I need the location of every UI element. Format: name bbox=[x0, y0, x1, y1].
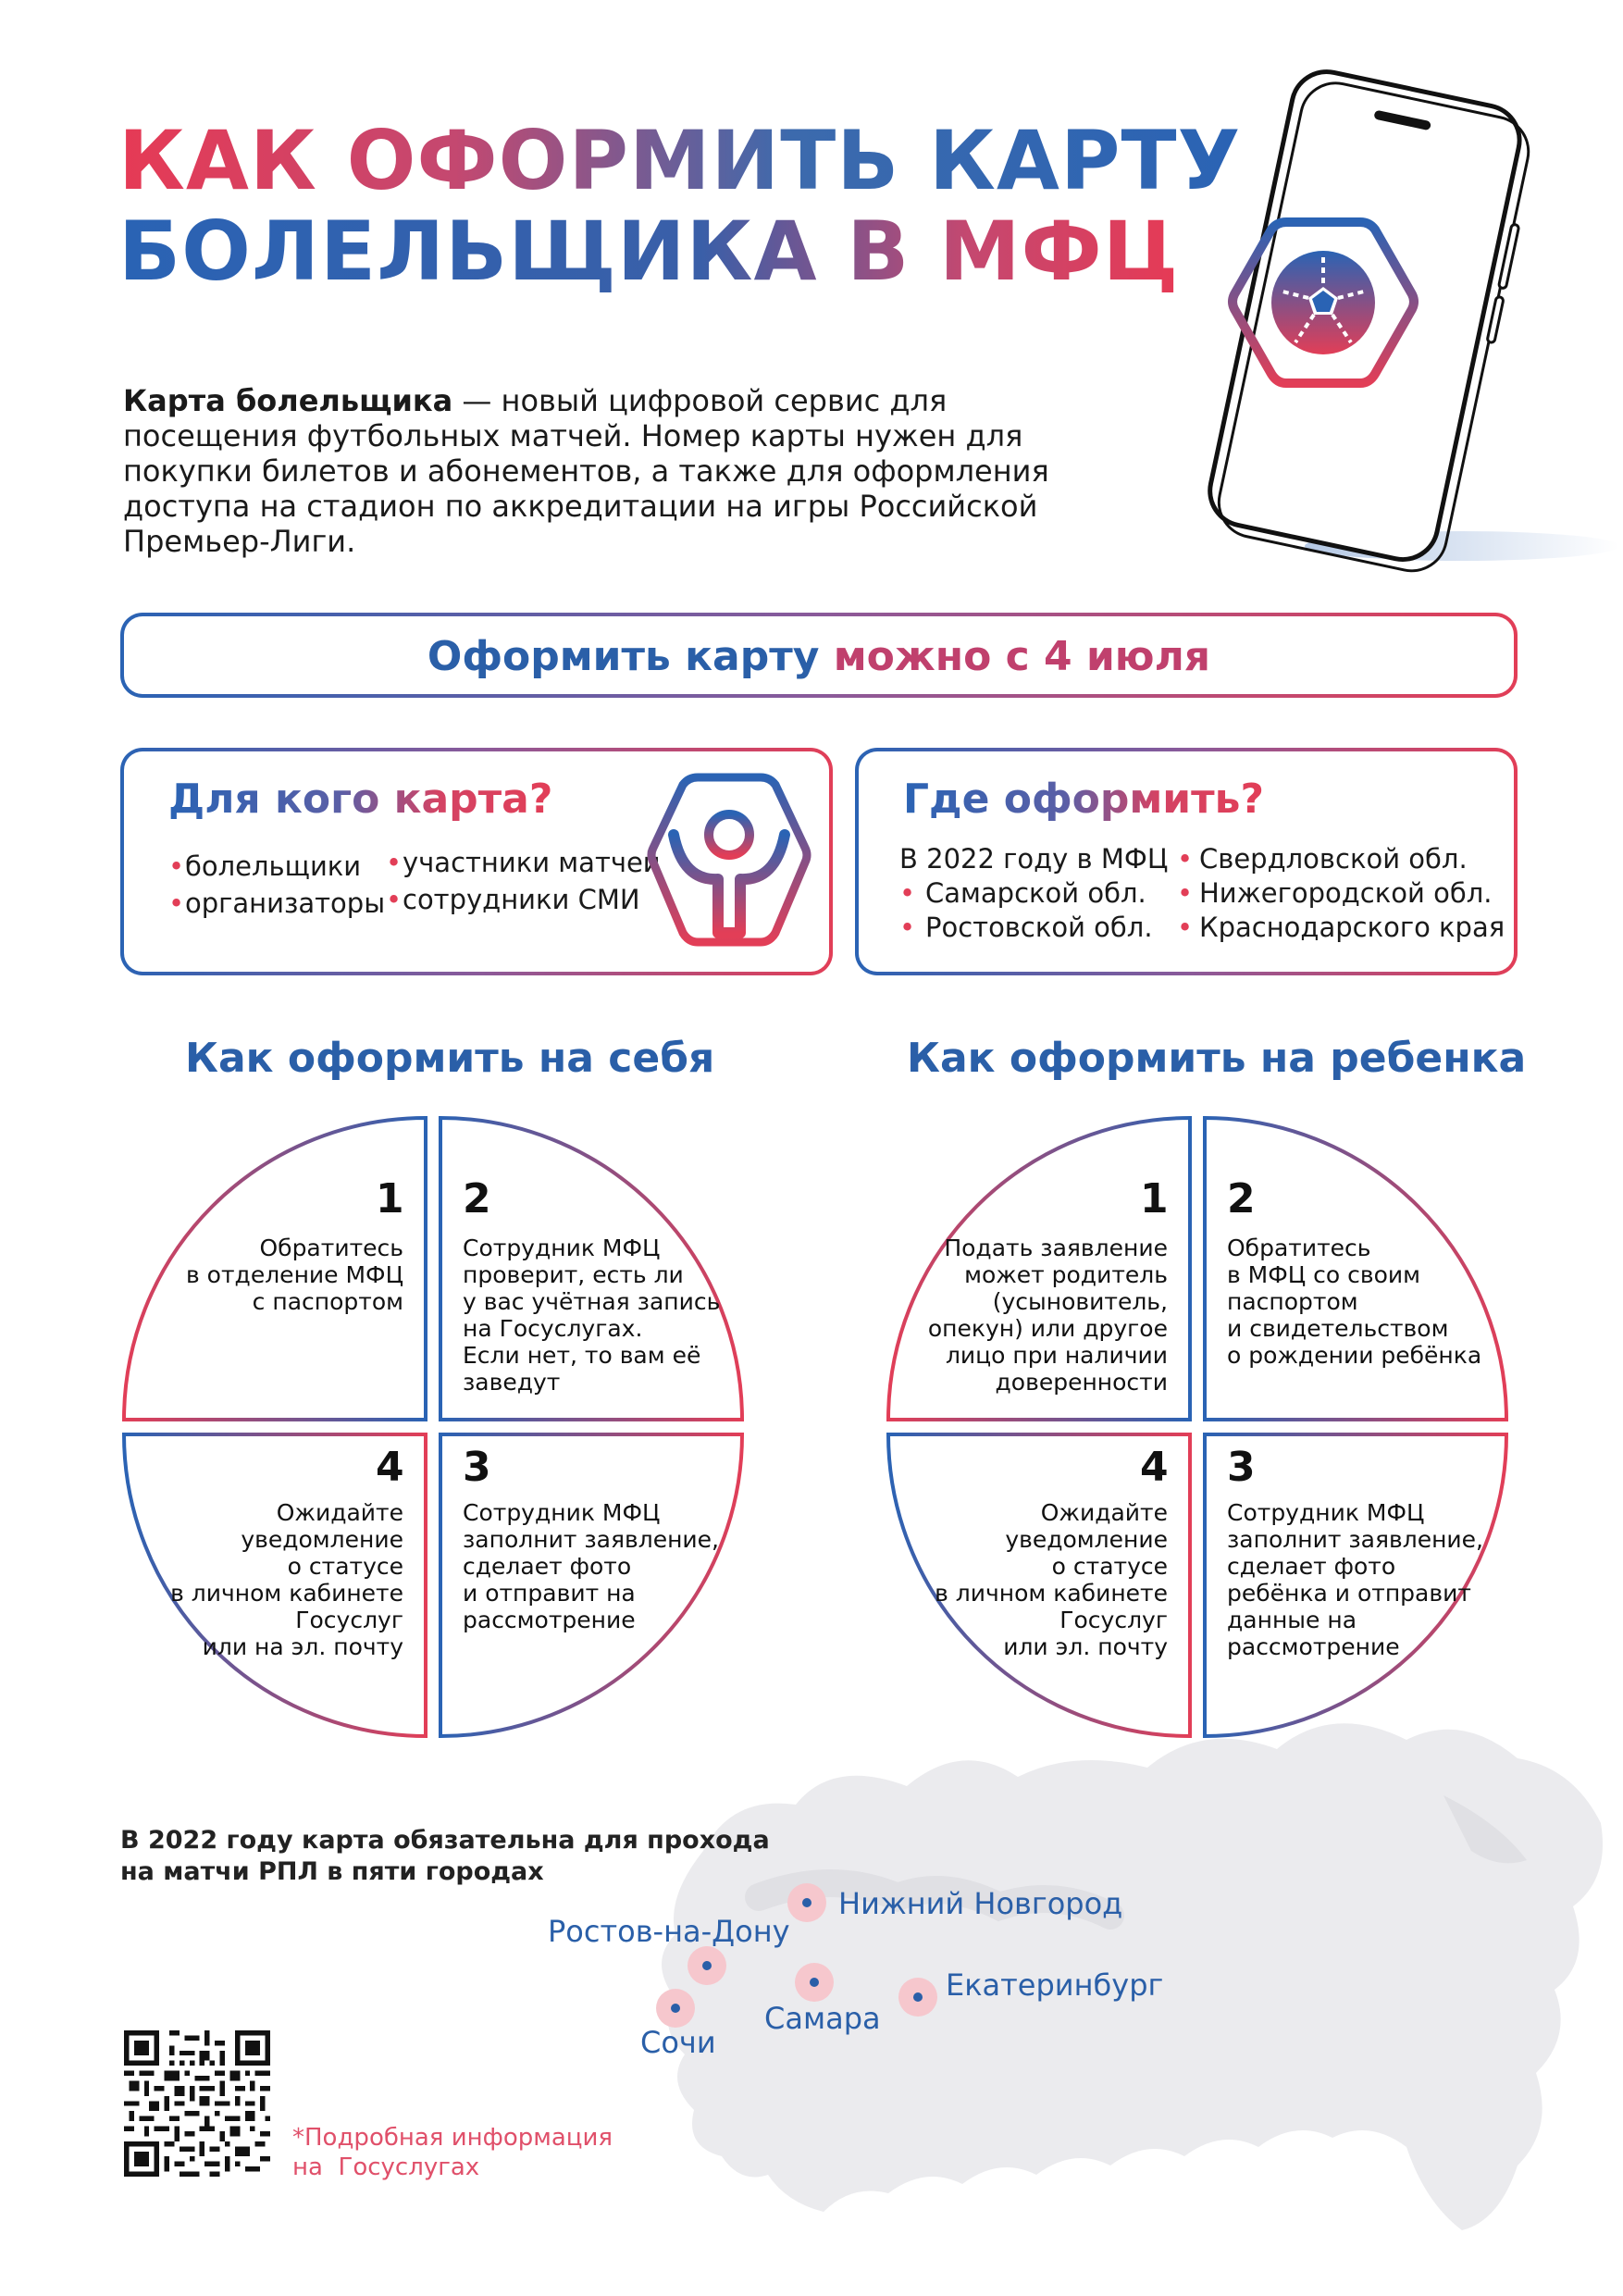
list-item: • болельщики bbox=[168, 848, 385, 885]
date-banner-part1: Оформить карту bbox=[427, 633, 820, 680]
info-note-link[interactable]: *Подробная информация на Госуслугах bbox=[292, 2124, 613, 2181]
date-banner-part2: можно с 4 июля bbox=[833, 633, 1211, 680]
where-list-col1 bbox=[899, 842, 1168, 945]
self-steps-circle bbox=[120, 1114, 750, 1744]
self-step1-number: 1 bbox=[376, 1175, 404, 1222]
list-item: • Самарской обл. bbox=[899, 876, 1168, 911]
list-item: • участники матчей bbox=[386, 844, 661, 881]
who-title: Для кого карта? bbox=[168, 776, 553, 823]
city-label-nizhny-novgorod: Нижний Новгород bbox=[838, 1886, 1123, 1921]
where-title: Где оформить? bbox=[903, 776, 1264, 823]
football-shield-icon bbox=[1221, 213, 1425, 398]
city-marker bbox=[655, 1988, 696, 2029]
qr-code-icon[interactable] bbox=[124, 2030, 270, 2177]
list-item: • Свердловской обл. bbox=[1177, 842, 1505, 876]
page-title-line1: КАК ОФОРМИТЬ КАРТУ bbox=[118, 113, 1242, 208]
city-marker bbox=[687, 1945, 727, 1986]
who-list-col2 bbox=[386, 844, 661, 918]
city-label-yekaterinburg: Екатеринбург bbox=[946, 1967, 1164, 2003]
who-list-col1 bbox=[168, 848, 385, 922]
city-marker bbox=[787, 1882, 827, 1923]
date-banner bbox=[120, 613, 1518, 698]
child-step2-text: Обратитесь в МФЦ со своим паспортом и свидетельством о рождении ребёнка bbox=[1227, 1235, 1482, 1369]
self-step3-number: 3 bbox=[463, 1444, 491, 1491]
self-step4-number: 4 bbox=[376, 1444, 404, 1491]
city-marker bbox=[898, 1977, 938, 2017]
list-item: • Ростовской обл. bbox=[899, 911, 1168, 945]
list-item: • сотрудники СМИ bbox=[386, 881, 661, 918]
list-item: • организаторы bbox=[168, 885, 385, 922]
who-card bbox=[120, 748, 833, 975]
child-step3-number: 3 bbox=[1227, 1444, 1256, 1491]
self-step2-number: 2 bbox=[463, 1175, 491, 1222]
city-label-samara: Самара bbox=[764, 2001, 881, 2036]
list-item: • Нижегородской обл. bbox=[1177, 876, 1505, 911]
child-step4-text: Ожидайте уведомление о статусе в личном кабинете Госуслуг или эл. почту bbox=[935, 1499, 1168, 1660]
child-step1-number: 1 bbox=[1140, 1175, 1169, 1222]
city-label-sochi: Сочи bbox=[640, 2025, 716, 2060]
child-steps-circle bbox=[885, 1114, 1514, 1744]
child-step2-number: 2 bbox=[1227, 1175, 1256, 1222]
self-section-title: Как оформить на себя bbox=[185, 1035, 715, 1082]
intro-body: — новый цифровой сервис для посещения футбольных матчей. Номер карты нужен для покупки билетов и абонементов, а также для оформления доступа на стадион по аккредитации на игры Российской Премьер-Лиги. bbox=[123, 383, 1049, 559]
where-list-col2 bbox=[1177, 842, 1505, 945]
self-step2-text: Сотрудник МФЦ проверит, есть ли у вас учётная запись на Госуслугах. Если нет, то вам её заведут bbox=[463, 1235, 721, 1396]
city-label-rostov: Ростов-на-Дону bbox=[548, 1914, 790, 1949]
list-item: • Краснодарского края bbox=[1177, 911, 1505, 945]
map-caption: В 2022 году карта обязательна для прохода на матчи РПЛ в пяти городах bbox=[120, 1826, 770, 1886]
intro-bold: Карта болельщика bbox=[123, 383, 453, 418]
self-step3-text: Сотрудник МФЦ заполнит заявление, сделает фото и отправит на рассмотрение bbox=[463, 1499, 720, 1633]
child-section-title: Как оформить на ребенка bbox=[907, 1035, 1527, 1082]
child-step3-text: Сотрудник МФЦ заполнит заявление, сделает фото ребёнка и отправит данные на рассмотрение bbox=[1227, 1499, 1484, 1660]
self-step1-text: Обратитесь в отделение МФЦ с паспортом bbox=[186, 1235, 403, 1315]
child-step1-text: Подать заявление может родитель (усыновитель, опекун) или другое лицо при наличии доверенности bbox=[927, 1235, 1168, 1396]
person-shield-icon bbox=[646, 770, 812, 951]
child-step4-number: 4 bbox=[1140, 1444, 1169, 1491]
city-marker bbox=[794, 1962, 835, 2003]
self-step4-text: Ожидайте уведомление о статусе в личном кабинете Госуслуг или на эл. почту bbox=[170, 1499, 403, 1660]
where-card bbox=[855, 748, 1518, 975]
intro-text bbox=[123, 383, 1104, 559]
list-item: В 2022 году в МФЦ bbox=[899, 843, 1169, 875]
page-title-line2: БОЛЕЛЬЩИКА В МФЦ bbox=[118, 204, 1180, 299]
